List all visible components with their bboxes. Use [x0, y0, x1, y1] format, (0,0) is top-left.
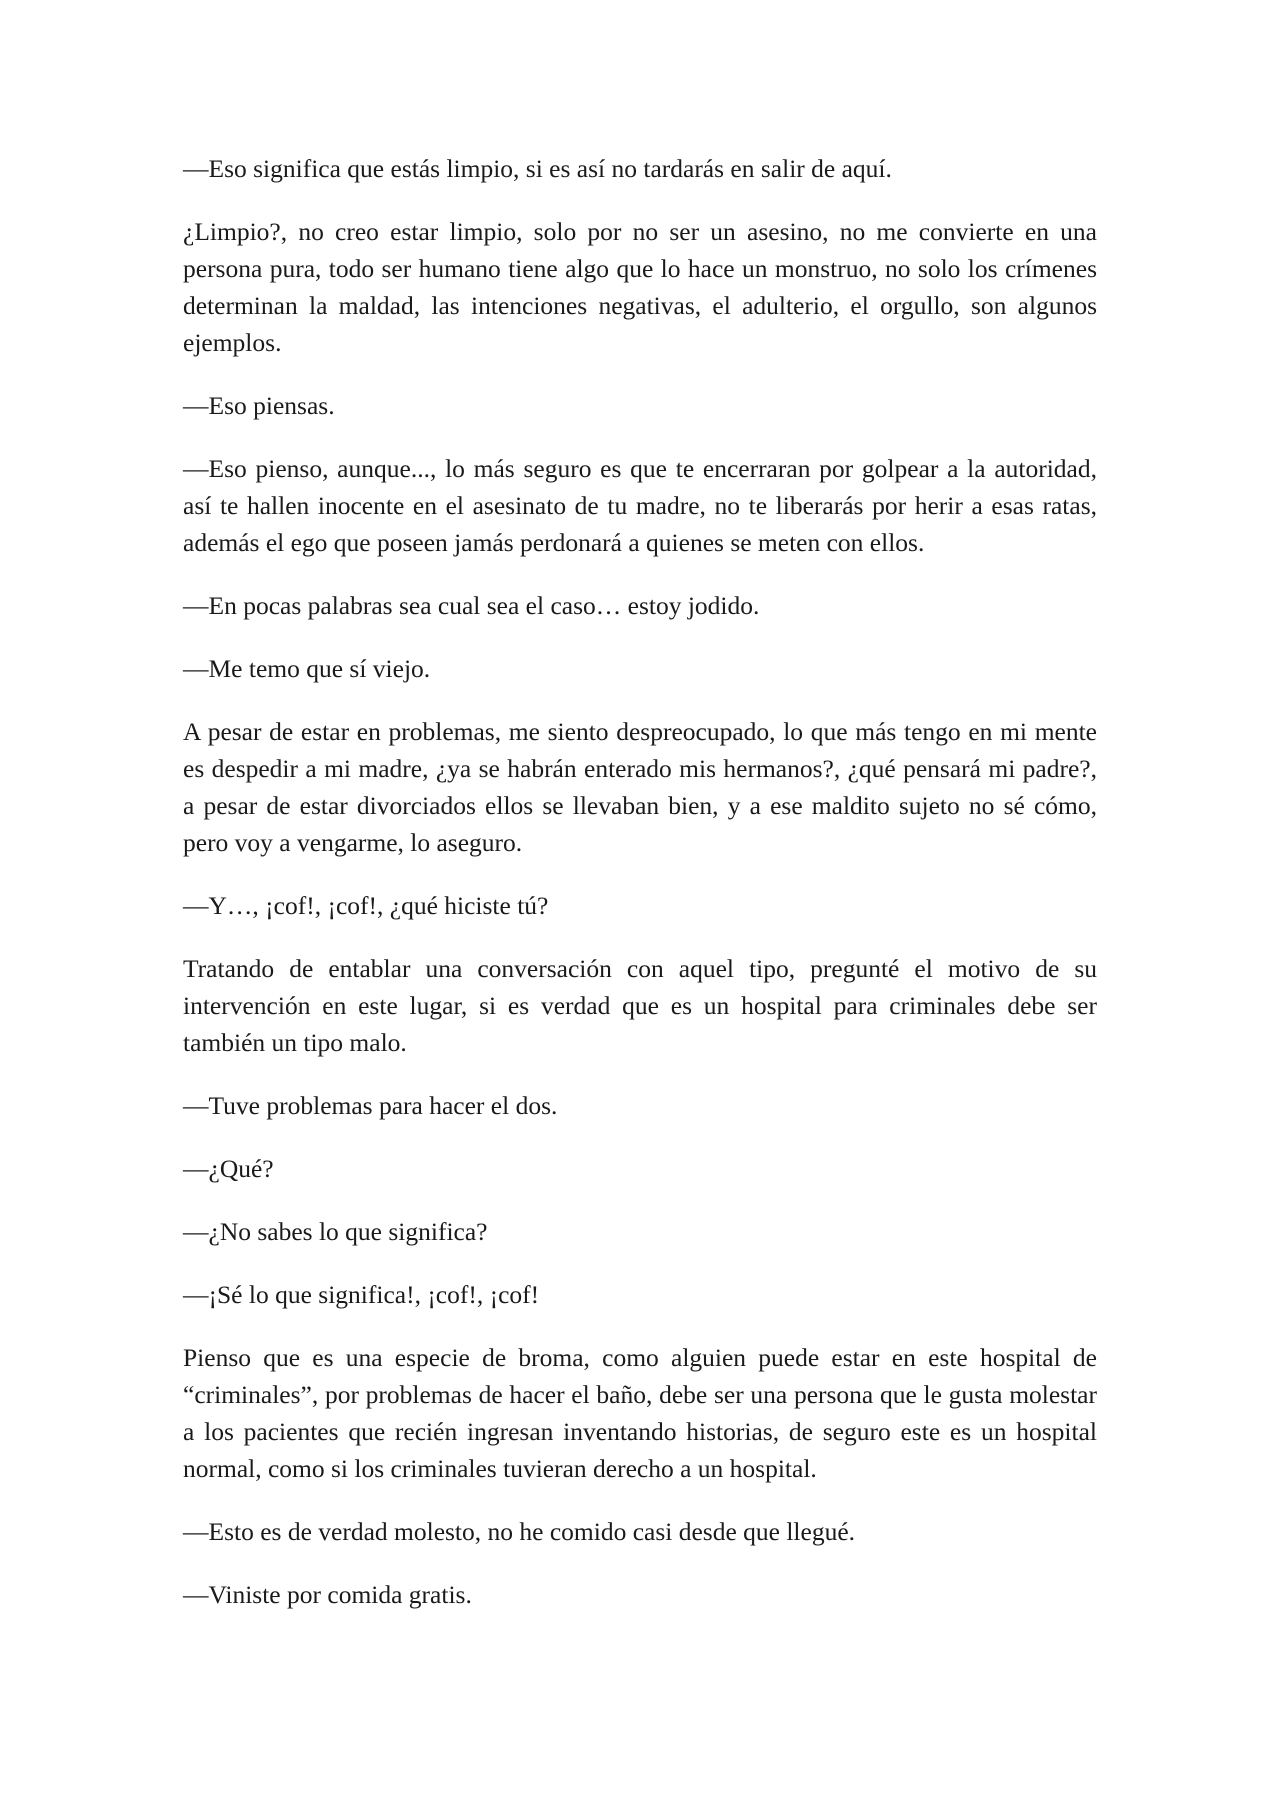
paragraph: —¡Sé lo que significa!, ¡cof!, ¡cof! [183, 1280, 540, 1309]
paragraph: —Viniste por comida gratis. [183, 1580, 472, 1609]
paragraph: —Eso significa que estás limpio, si es así no tardarás en salir de aquí. [183, 154, 892, 183]
paragraph: Pienso que es una especie de broma, como alguien puede estar en este hospital de “criminales”, por problemas de hacer el baño, debe ser una persona que le gusta molestar a los pacientes que recién ingresan inventando historias, de seguro este es un hospital normal, como si los criminales tuvieran derecho a un hospital. [183, 1343, 1097, 1483]
paragraph: Tratando de entablar una conversación con aquel tipo, pregunté el motivo de su intervención en este lugar, si es verdad que es un hospital para criminales debe ser también un tipo malo. [183, 954, 1097, 1057]
paragraph: A pesar de estar en problemas, me siento despreocupado, lo que más tengo en mi mente es despedir a mi madre, ¿ya se habrán enterado mis hermanos?, ¿qué pensará mi padre?, a pesar de estar divorciados ellos se llevaban bien, y a ese maldito sujeto no sé cómo, pero voy a vengarme, lo aseguro. [183, 717, 1097, 857]
paragraph: —Y…, ¡cof!, ¡cof!, ¿qué hiciste tú? [183, 891, 549, 920]
paragraph: —Tuve problemas para hacer el dos. [183, 1091, 558, 1120]
paragraph: —Eso piensas. [183, 391, 335, 420]
text-column [183, 150, 1097, 1613]
paragraph: —Me temo que sí viejo. [183, 654, 431, 683]
paragraph: —¿No sabes lo que significa? [183, 1217, 488, 1246]
paragraph: ¿Limpio?, no creo estar limpio, solo por no ser un asesino, no me convierte en una persona pura, todo ser humano tiene algo que lo hace un monstruo, no solo los crímenes determinan la maldad, las intenciones negativas, el adulterio, el orgullo, son algunos ejemplos. [183, 217, 1097, 357]
paragraph: —Eso pienso, aunque..., lo más seguro es que te encerraran por golpear a la autoridad, así te hallen inocente en el asesinato de tu madre, no te liberarás por herir a esas ratas, además el ego que poseen jamás perdonará a quienes se meten con ellos. [183, 454, 1097, 557]
paragraph: —En pocas palabras sea cual sea el caso… estoy jodido. [183, 591, 760, 620]
paragraph: —Esto es de verdad molesto, no he comido casi desde que llegué. [183, 1517, 856, 1546]
paragraph: —¿Qué? [183, 1154, 274, 1183]
